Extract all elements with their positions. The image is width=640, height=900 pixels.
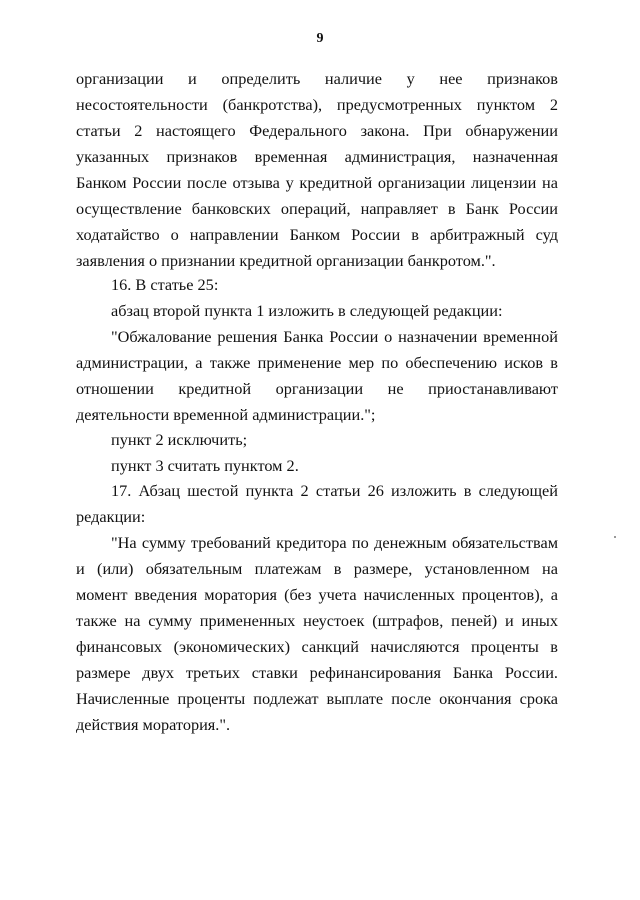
text-line: редакции: xyxy=(76,507,146,526)
scan-speck xyxy=(614,536,616,538)
text-line: Начисленные проценты подлежат выплате после окончания срока xyxy=(76,689,558,708)
page-number: 9 xyxy=(316,31,324,46)
section-heading: 16. В статье 25: xyxy=(111,275,219,294)
text-line: пункт 3 считать пунктом 2. xyxy=(111,456,299,475)
text-line: абзац второй пункта 1 изложить в следующей редакции: xyxy=(111,301,503,320)
text-line: Банком России после отзыва у кредитной организации лицензии на xyxy=(76,173,558,192)
text-line: отношении кредитной организации не приостанавливают xyxy=(76,379,558,398)
text-line: статьи 2 настоящего Федерального закона. При обнаружении xyxy=(76,121,558,140)
text-line: также на сумму примененных неустоек (штрафов, пеней) и иных xyxy=(76,611,558,630)
text-line: организации и определить наличие у нее признаков xyxy=(76,69,558,88)
text-line: осуществление банковских операций, направляет в Банк России xyxy=(76,199,558,218)
text-line: момент введения моратория (без учета начисленных процентов), а xyxy=(76,585,558,604)
section-heading: 17. Абзац шестой пункта 2 статьи 26 изложить в следующей xyxy=(111,481,558,500)
text-line: деятельности временной администрации."; xyxy=(76,405,376,424)
text-line: "На сумму требований кредитора по денежным обязательствам xyxy=(111,533,558,552)
text-line: заявления о признании кредитной организации банкротом.". xyxy=(76,251,496,270)
text-line: действия моратория.". xyxy=(76,715,231,734)
text-line: финансовых (экономических) санкций начисляются проценты в xyxy=(76,637,558,656)
text-line: указанных признаков временная администрация, назначенная xyxy=(76,147,558,166)
text-line: пункт 2 исключить; xyxy=(111,430,248,449)
text-line: администрации, а также применение мер по обеспечению исков в xyxy=(76,353,558,372)
text-line: ходатайство о направлении Банком России в арбитражный суд xyxy=(76,225,558,244)
text-line: несостоятельности (банкротства), предусмотренных пунктом 2 xyxy=(76,95,558,114)
text-line: и (или) обязательным платежам в размере, установленном на xyxy=(76,559,558,578)
text-line: размере двух третьих ставки рефинансирования Банка России. xyxy=(76,663,558,682)
text-line: "Обжалование решения Банка России о назначении временной xyxy=(111,327,558,346)
